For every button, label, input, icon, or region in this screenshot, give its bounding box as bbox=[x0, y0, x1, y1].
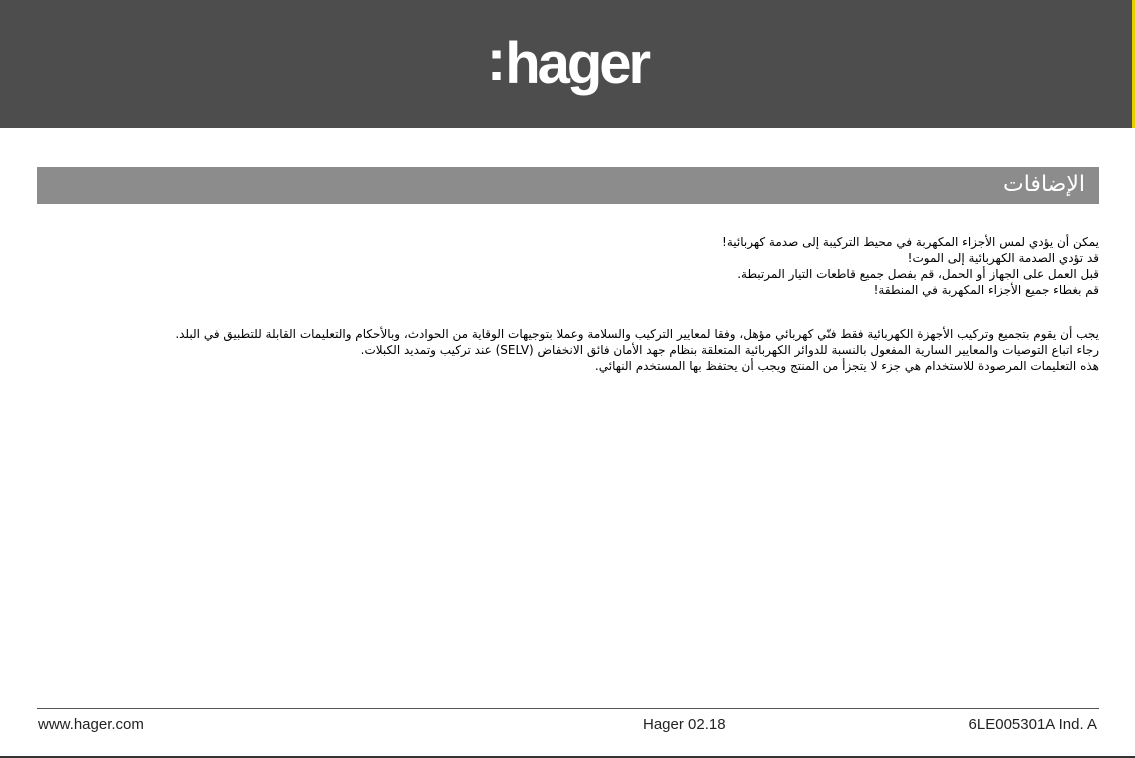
warnings-block bbox=[37, 234, 1099, 298]
footer-edition: Hager 02.18 bbox=[643, 716, 726, 733]
section-title: الإضافات bbox=[1003, 172, 1085, 197]
logo-colon: : bbox=[486, 28, 504, 93]
instruction-paragraph: هذه التعليمات المرصودة للاستخدام هي جزء لا يتجزأ من المنتج ويجب أن يحتفظ بها المستخدم النهائي. bbox=[594, 359, 1099, 373]
footer-website: www.hager.com bbox=[38, 716, 144, 733]
hager-logo bbox=[0, 28, 1135, 96]
instruction-paragraph: يجب أن يقوم بتجميع وتركيب الأجهزة الكهربائية فقط فنّي كهربائي مؤهل، وفقا لمعايير التركيب والسلامة وعملا بتوجيهات الوقاية من الحوادث، وبالأحكام والتعليمات القابلة للتطبيق في البلد. bbox=[175, 327, 1099, 341]
footer-divider bbox=[37, 708, 1099, 709]
warning-line: قم بغطاء جميع الأجزاء المكهربة في المنطقة! bbox=[873, 283, 1099, 297]
section-title-bar bbox=[37, 167, 1099, 204]
header-banner bbox=[0, 0, 1135, 128]
warning-line: قبل العمل على الجهاز أو الحمل، قم بفصل جميع قاطعات التيار المرتبطة. bbox=[737, 267, 1099, 281]
warning-line: يمكن أن يؤدي لمس الأجزاء المكهربة في محيط التركيبة إلى صدمة كهربائية! bbox=[722, 235, 1099, 249]
footer-reference: 6LE005301A Ind. A bbox=[968, 716, 1097, 733]
instruction-paragraph: رجاء اتباع التوصيات والمعايير السارية المفعول بالنسبة للدوائر الكهربائية المتعلقة بنظام جهد الأمان فائق الانخفاض (SELV) عند تركيب وتمديد الكبلات. bbox=[360, 343, 1099, 357]
logo-wordmark: hager bbox=[505, 31, 649, 96]
warning-line: قد تؤدي الصدمة الكهربائية إلى الموت! bbox=[907, 251, 1099, 265]
document-body bbox=[37, 234, 1099, 374]
instructions-block bbox=[37, 326, 1099, 374]
paragraph-gap bbox=[37, 298, 1099, 326]
